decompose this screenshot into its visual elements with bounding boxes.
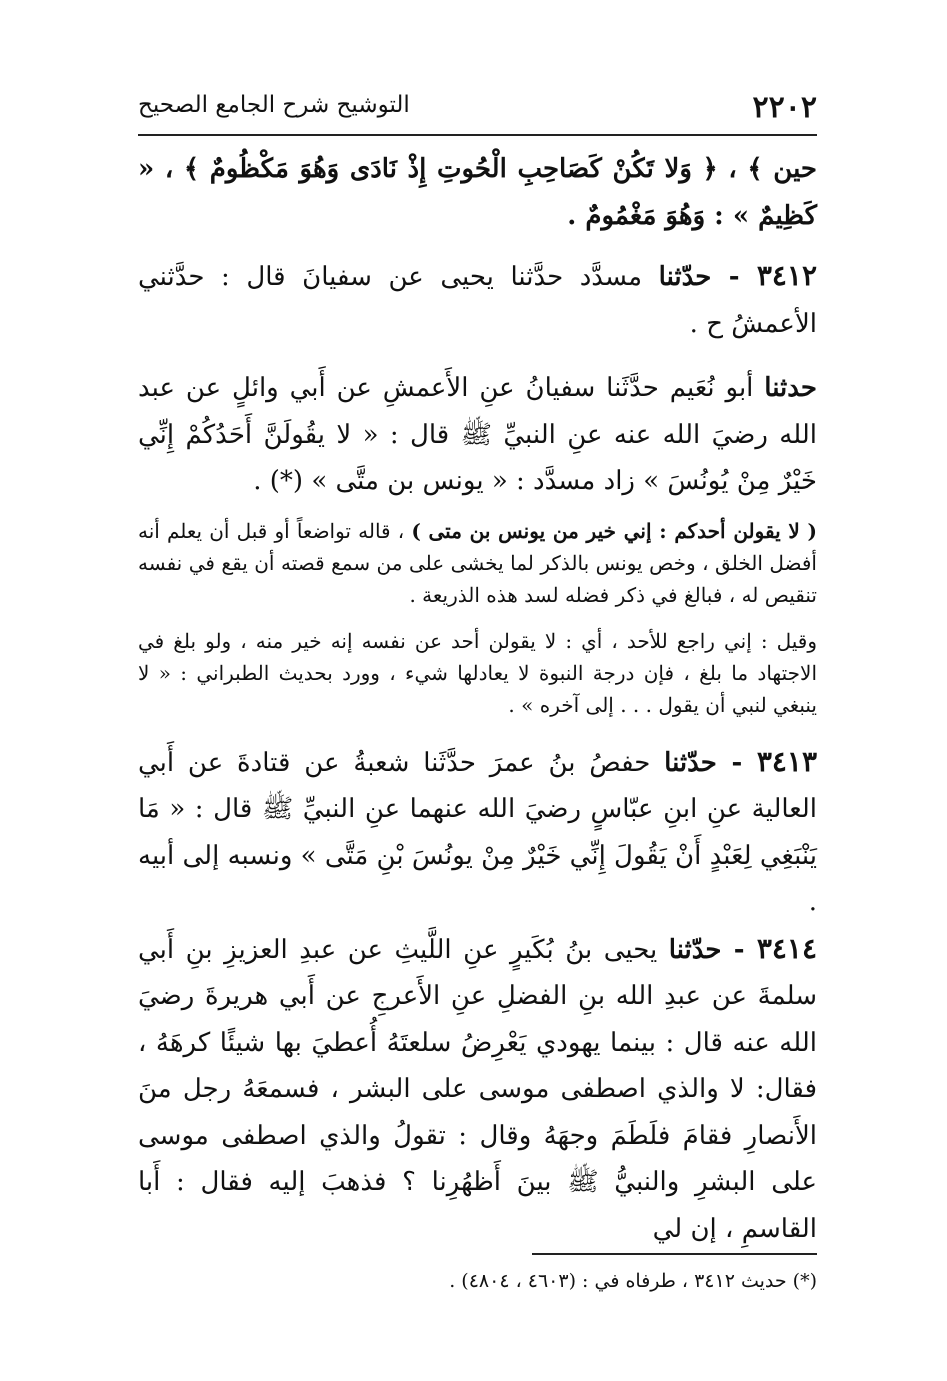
hadith-text: حفصُ بنُ عمرَ حدَّثَنا شعبةُ عن قتادةَ عن أَبي العالية عنِ ابنِ عبّاسٍ رضيَ الله عنهما عنِ النبيِّ ﷺ قال : « مَا يَنْبَغِي لِعَبْدٍ أَنْ يَقُولَ إِنِّي خَيْرٌ مِنْ يونُسَ بْنِ مَتَّى » ونسبه إلى أبيه . xyxy=(138,747,817,917)
footnote-divider xyxy=(532,1253,817,1255)
hadith-3413 xyxy=(138,739,817,926)
hadith-number: ٣٤١٣ xyxy=(756,744,817,778)
hadith-3412-second-chain xyxy=(138,365,817,505)
commentary-paragraph xyxy=(138,515,817,611)
hadith-3414 xyxy=(138,926,817,1253)
hadith-text: أبو نُعَيم حدَّثَنا سفيانُ عنِ الأَعمشِ عن أَبي وائلٍ عن عبد الله رضيَ الله عنه عنِ النبيِّ ﷺ قال : « لا يقُولَنَّ أَحَدُكُمْ إِنِّي خَيْرٌ مِنْ يُونُسَ » زاد مسدَّد : « يونس بن متَّى » (*) . xyxy=(138,373,817,496)
hadith-lead: - حدّثنا xyxy=(668,934,757,965)
page-number: ٢٢٠٢ xyxy=(752,90,817,125)
hadith-3412 xyxy=(138,253,817,347)
commentary-paragraph xyxy=(138,625,817,721)
page-header xyxy=(138,86,817,136)
hadith-lead: حدثنا xyxy=(764,373,817,403)
hadith-number: ٣٤١٤ xyxy=(756,931,817,965)
commentary-text: وقيل : إني راجع للأحد ، أي : لا يقولن أحد عن نفسه إنه خير منه ، ولو بلغ في الاجتهاد ما بلغ ، فإن درجة النبوة لا يعادلها شيء ، وورد بحديث الطبراني : « لا ينبغي لنبي أن يقول . . . إلى آخره » . xyxy=(138,628,817,717)
hadith-lead: - حدّثنا xyxy=(658,262,757,292)
hadith-lead: - حدّثنا xyxy=(664,747,757,778)
quran-verse-paragraph xyxy=(138,146,817,239)
hadith-text: يحيى بنُ بُكَيرٍ عنِ اللَّيثِ عن عبدِ العزيزِ بنِ أَبي سلمةَ عن عبدِ الله بنِ الفضلِ عنِ الأَعرجِ عن أَبي هريرةَ رضيَ الله عنه قال : بينما يهودي يَعْرِضُ سلعتَهُ أُعطيَ بها شيئًا كرهَهُ ، فقال: لا والذي اصطفى موسى على البشر ، فسمعَهُ رجل منَ الأَنصارِ فقامَ فلَطَمَ وجهَهُ وقال : تقولُ والذي اصطفى موسى على البشرِ والنبيُّ ﷺ بينَ أَظهُرِنا ؟ فذهبَ إليه فقال : أَبا القاسمِ ، إن لي xyxy=(138,934,817,1244)
commentary-text: ، قاله تواضعاً أو قبل أن يعلم أنه أفضل الخلق ، وخص يونس بالذكر لما يخشى على من سمع قصته أن يقع في نفسه تنقيص له ، فبالغ في ذكر فضله لسد هذه الذريعة . xyxy=(138,518,817,607)
commentary-quote: ( لا يقولن أحدكم : إني خير من يونس بن متى ) xyxy=(411,518,817,543)
hadith-text: مسدَّد حدَّثنا يحيى عن سفيانَ قال : حدَّثني الأعمشُ ح . xyxy=(138,262,817,339)
book-title: التوشيح شرح الجامع الصحيح xyxy=(138,92,410,118)
hadith-number: ٣٤١٢ xyxy=(756,259,817,292)
page-body xyxy=(138,146,817,1252)
verse-text: حين ﴾ ، ﴿ وَلا تَكُنْ كَصَاحِبِ الْحُوتِ إِذْ نَادَى وَهُوَ مَكْظُومٌ ﴾ ، « كَظِيمٌ » : وَهُوَ مَغْمُومٌ . xyxy=(138,154,817,231)
footnote: (*) حديث ٣٤١٢ ، طرفاه في : (٤٦٠٣ ، ٤٨٠٤) . xyxy=(449,1270,817,1292)
